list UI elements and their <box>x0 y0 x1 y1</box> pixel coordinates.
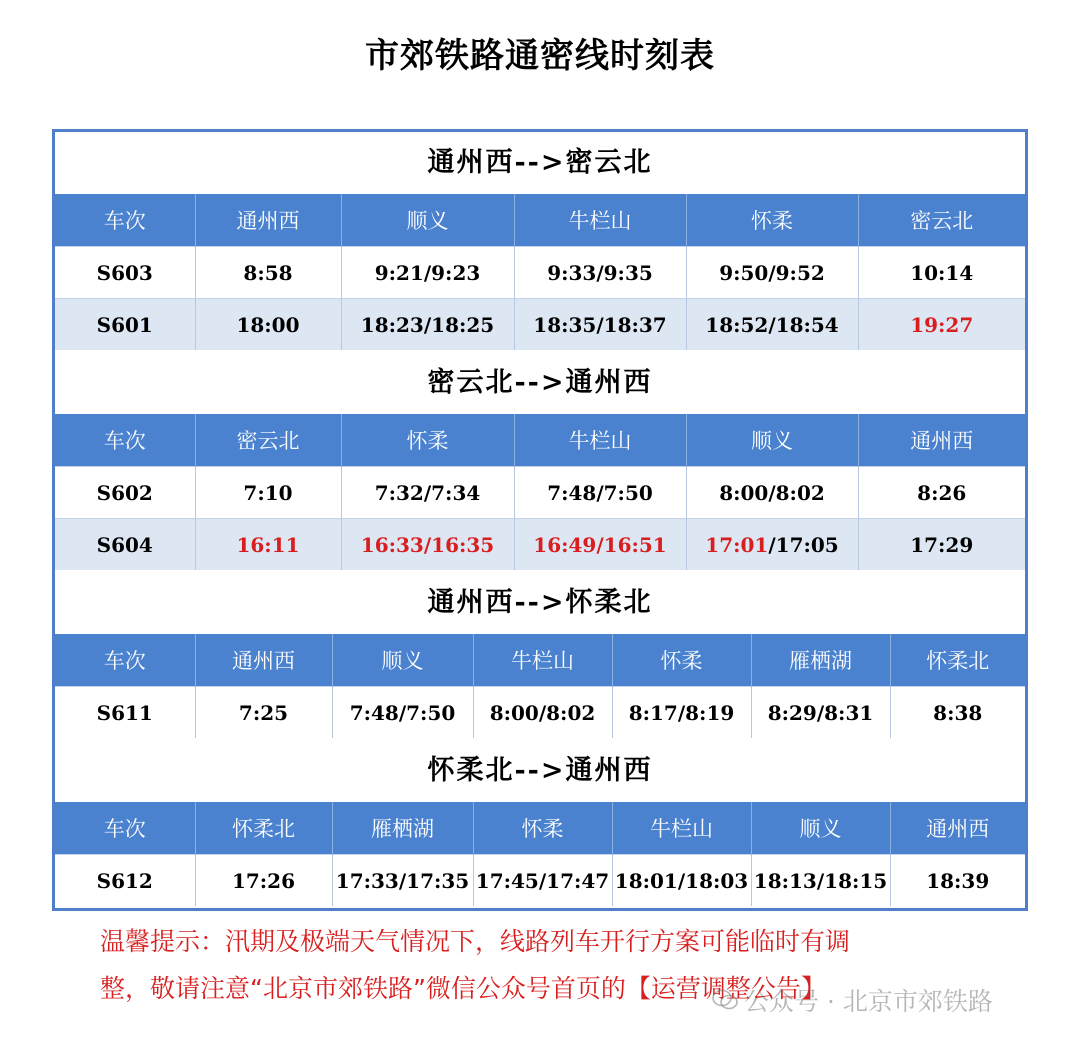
column-header: 顺义 <box>686 414 858 467</box>
column-header: 车次 <box>55 194 195 247</box>
column-header: 顺义 <box>341 194 514 247</box>
column-header: 顺义 <box>332 634 473 687</box>
timetable-table <box>55 634 1025 738</box>
time-cell: 18:35/18:37 <box>514 299 686 351</box>
time-cell: 18:23/18:25 <box>341 299 514 351</box>
train-number: S604 <box>55 519 195 571</box>
time-cell: 8:58 <box>195 247 341 299</box>
column-header: 通州西 <box>890 802 1025 855</box>
column-header: 怀柔 <box>612 634 751 687</box>
time-cell-part: /17:05 <box>768 532 839 557</box>
section-title: 密云北-->通州西 <box>55 352 1025 414</box>
time-cell: 18:39 <box>890 855 1025 907</box>
column-header: 怀柔北 <box>890 634 1025 687</box>
header-row <box>55 634 1025 687</box>
column-header: 车次 <box>55 414 195 467</box>
column-header: 怀柔 <box>473 802 612 855</box>
time-cell: 7:32/7:34 <box>341 467 514 519</box>
table-row <box>55 467 1025 519</box>
train-number: S603 <box>55 247 195 299</box>
time-cell: 18:00 <box>195 299 341 351</box>
table-row <box>55 519 1025 571</box>
time-cell: 8:26 <box>858 467 1025 519</box>
header-row <box>55 194 1025 247</box>
time-cell: 18:13/18:15 <box>751 855 890 907</box>
time-cell: 9:33/9:35 <box>514 247 686 299</box>
table-row <box>55 855 1025 907</box>
train-number: S611 <box>55 687 195 739</box>
section-tongzhouxi-to-miyunbei <box>55 132 1025 350</box>
column-header: 怀柔 <box>341 414 514 467</box>
time-cell: 8:38 <box>890 687 1025 739</box>
header-row <box>55 802 1025 855</box>
time-cell: 18:52/18:54 <box>686 299 858 351</box>
train-number: S601 <box>55 299 195 351</box>
time-cell: 7:48/7:50 <box>332 687 473 739</box>
column-header: 密云北 <box>858 194 1025 247</box>
column-header: 牛栏山 <box>514 194 686 247</box>
header-row <box>55 414 1025 467</box>
notice-line: 整，敬请注意“北京市郊铁路”微信公众号首页的【运营调整公告】 <box>100 974 826 1003</box>
wechat-icon <box>712 985 738 1021</box>
time-cell: 7:10 <box>195 467 341 519</box>
section-title: 通州西-->怀柔北 <box>55 572 1025 634</box>
time-cell: 17:33/17:35 <box>332 855 473 907</box>
column-header: 牛栏山 <box>473 634 612 687</box>
time-cell-adjusted: 19:27 <box>858 299 1025 351</box>
section-miyunbei-to-tongzhouxi <box>55 352 1025 570</box>
column-header: 密云北 <box>195 414 341 467</box>
time-cell: 17:29 <box>858 519 1025 571</box>
column-header: 怀柔 <box>686 194 858 247</box>
time-cell-partial-adjusted <box>686 519 858 571</box>
time-cell: 17:45/17:47 <box>473 855 612 907</box>
column-header: 通州西 <box>858 414 1025 467</box>
time-cell: 7:48/7:50 <box>514 467 686 519</box>
column-header: 牛栏山 <box>612 802 751 855</box>
section-title: 怀柔北-->通州西 <box>55 740 1025 802</box>
table-row <box>55 299 1025 351</box>
timetable-table <box>55 802 1025 906</box>
table-row <box>55 247 1025 299</box>
time-cell: 17:26 <box>195 855 332 907</box>
notice-line: 温馨提示：汛期及极端天气情况下，线路列车开行方案可能临时有调 <box>100 927 851 956</box>
column-header: 车次 <box>55 802 195 855</box>
time-cell: 8:29/8:31 <box>751 687 890 739</box>
time-cell-adjusted: 16:49/16:51 <box>514 519 686 571</box>
section-tongzhouxi-to-huairoubei <box>55 572 1025 738</box>
timetable-table <box>55 414 1025 570</box>
time-cell: 9:21/9:23 <box>341 247 514 299</box>
time-cell: 18:01/18:03 <box>612 855 751 907</box>
column-header: 怀柔北 <box>195 802 332 855</box>
column-header: 牛栏山 <box>514 414 686 467</box>
time-cell: 7:25 <box>195 687 332 739</box>
column-header: 通州西 <box>195 634 332 687</box>
page-title: 市郊铁路通密线时刻表 <box>365 36 715 76</box>
column-header: 顺义 <box>751 802 890 855</box>
column-header: 雁栖湖 <box>751 634 890 687</box>
table-row <box>55 687 1025 739</box>
section-huairoubei-to-tongzhouxi <box>55 740 1025 906</box>
timetable-table <box>55 194 1025 350</box>
train-number: S602 <box>55 467 195 519</box>
time-cell-adjusted: 16:11 <box>195 519 341 571</box>
time-cell: 8:00/8:02 <box>686 467 858 519</box>
timetable-container <box>52 129 1028 911</box>
time-cell: 10:14 <box>858 247 1025 299</box>
column-header: 雁栖湖 <box>332 802 473 855</box>
time-cell: 8:17/8:19 <box>612 687 751 739</box>
train-number: S612 <box>55 855 195 907</box>
section-title: 通州西-->密云北 <box>55 132 1025 194</box>
time-cell: 9:50/9:52 <box>686 247 858 299</box>
column-header: 通州西 <box>195 194 341 247</box>
time-cell: 8:00/8:02 <box>473 687 612 739</box>
column-header: 车次 <box>55 634 195 687</box>
watermark-text: 公众号 · 北京市郊铁路 <box>744 987 993 1016</box>
time-cell-adjusted: 16:33/16:35 <box>341 519 514 571</box>
time-cell-adjusted-part: 17:01 <box>705 532 769 557</box>
watermark <box>712 984 993 1020</box>
